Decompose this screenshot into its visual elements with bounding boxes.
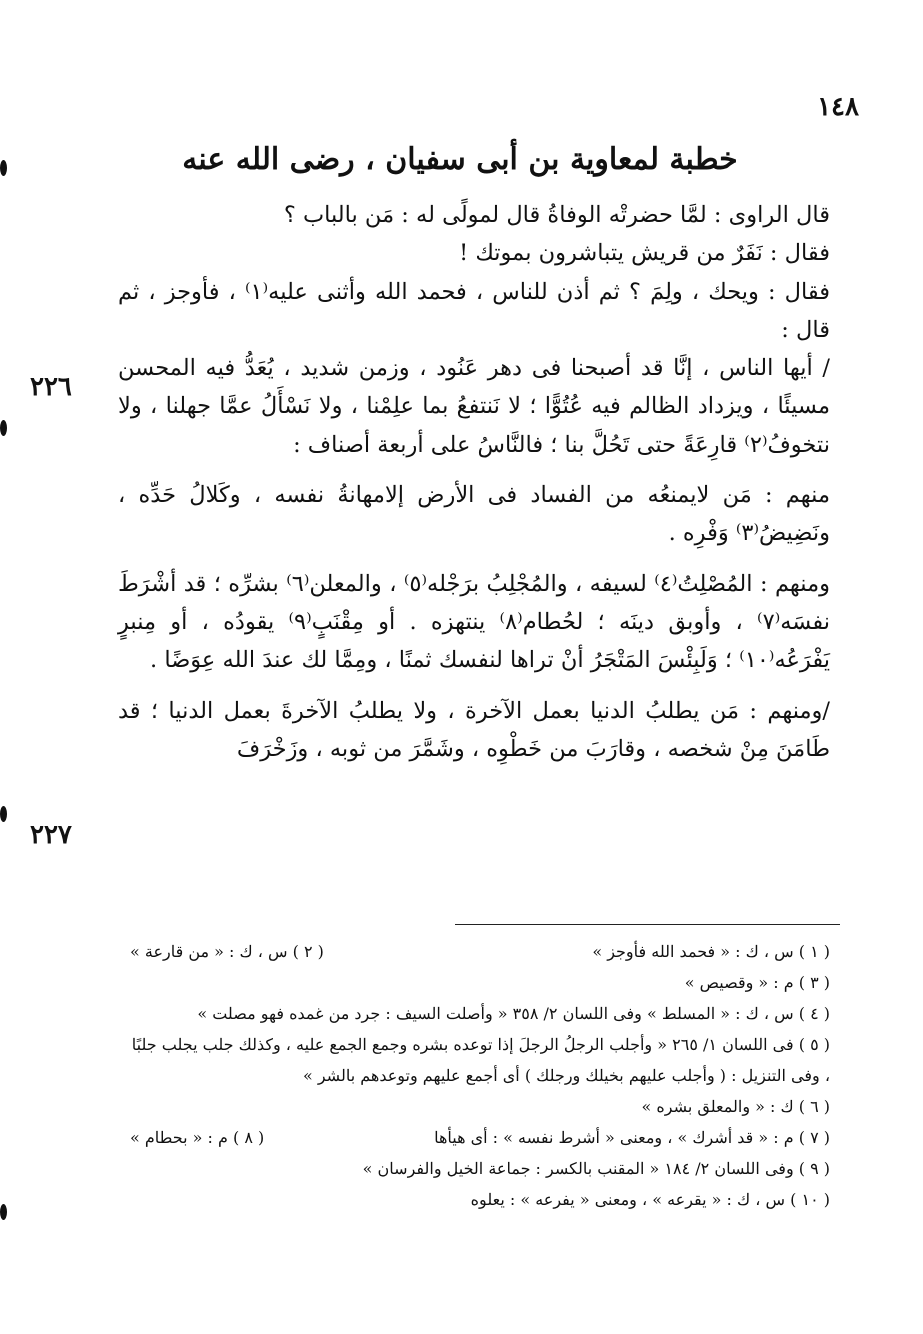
footnote-10: ( ١٠ ) س ، ك : « يقرعه » ، ومعنى « يفرعه » : يعلوه <box>470 1190 830 1209</box>
footnote-4: ( ٤ ) س ، ك : « المسلط » وفى اللسان ٢/ ٣٥٨ « وأصلت السيف : جرد من غمده فهو مصلت » <box>197 1004 830 1023</box>
footnote-8: ( ٨ ) م : « بحطام » <box>130 1128 265 1147</box>
scan-mark <box>0 806 7 822</box>
section-number-226: ٢٢٦ <box>30 372 72 402</box>
scan-mark <box>0 420 7 436</box>
footnote-separator <box>455 924 840 925</box>
footnote-7: ( ٧ ) م : « قد أشرك » ، ومعنى « أشرط نفسه » : أى هيأها <box>434 1128 830 1147</box>
paragraph-2: منهم : مَن لايمنعُه من الفساد فى الأرض إلامهانةُ نفسه ، وكَلالُ حَدِّه ، ونَضِيضُ⁽٣⁾ وَفْرِه . <box>118 482 830 547</box>
scan-mark <box>0 160 7 176</box>
paragraph-3: ومنهم : المُصْلِتُ⁽٤⁾ لسيفه ، والمُجْلِبُ برَجْله⁽٥⁾ ، والمعلن⁽٦⁾ بشرِّه ؛ قد أشْرَطَ نفسَه⁽٧⁾ ، وأوبق دينَه ؛ لحُطام⁽٨⁾ ينتهزه . أو مِقْنَبٍ⁽٩⁾ يقودُه ، أو مِنبرٍ يَفْرَعُه⁽١٠⁾ ؛ وَلَبِئْسَ المَتْجَرُ أنْ تراها لنفسك ثمنًا ، ومِمَّا لك عندَ الله عِوَضًا . <box>118 570 830 674</box>
page-title: خطبة لمعاوية بن أبى سفيان ، رضى الله عنه <box>182 142 738 177</box>
body-text <box>118 196 830 768</box>
footnotes <box>130 936 830 1215</box>
section-226-paragraph: / أيها الناس ، إنَّا قد أصبحنا فى دهر عَنُود ، وزمن شديد ، يُعَدُّ فيه المحسن مسيئًا ، ويزداد الظالم فيه عُتُوًّا ؛ لا نَنتفعُ بما علِمْنا ، ولا نَسْأَلُ عمَّا جهلنا ، ولا نتخوفُ⁽٢⁾ قارِعَةً حتى تَحُلَّ بنا ؛ فالنَّاسُ على أربعة أصناف : <box>118 355 830 458</box>
footnote-9: ( ٩ ) وفى اللسان ٢/ ١٨٤ « المقنب بالكسر : جماعة الخيل والفرسان » <box>362 1159 830 1178</box>
footnote-3: ( ٣ ) م : « وقصيص » <box>684 973 830 992</box>
footnote-6: ( ٦ ) ك : « والمعلق بشره » <box>641 1097 830 1116</box>
section-227-paragraph: /ومنهم : مَن يطلبُ الدنيا بعمل الآخرة ، ولا يطلبُ الآخرةَ بعمل الدنيا ؛ قد طَامَنَ مِنْ شخصه ، وقارَبَ من خَطْوِه ، وشَمَّرَ من ثوبه ، وزَخْرَفَ <box>118 697 830 762</box>
footnote-5: ( ٥ ) فى اللسان ١/ ٢٦٥ « وأجلب الرجلُ الرجلَ إذا توعده بشره وجمع الجمع عليه ، وكذلك جلب يجلب جلبًا ، وفى التنزيل : ( وأجلب عليهم بخيلك ورجلك ) أى أجمع عليهم وتوعدهم بالشر » <box>131 1035 830 1085</box>
intro-line-1: قال الراوى : لمَّا حضرتْه الوفاةُ قال لمولًى له : مَن بالباب ؟ <box>283 202 830 228</box>
page-number: ١٤٨ <box>817 92 859 122</box>
intro-line-3: فقال : ويحك ، ولِمَ ؟ ثم أذن للناس ، فحمد الله وأثنى عليه⁽١⁾ ، فأوجز ، ثم قال : <box>118 278 830 343</box>
intro-line-2: فقال : نَفَرٌ من قريش يتباشرون بموتك ! <box>459 240 830 267</box>
footnote-2: ( ٢ ) س ، ك : « من قارعة » <box>130 942 324 961</box>
scan-mark <box>0 1204 7 1220</box>
section-number-227: ٢٢٧ <box>30 820 72 850</box>
footnote-1: ( ١ ) س ، ك : « فحمد الله فأوجز » <box>592 942 830 961</box>
